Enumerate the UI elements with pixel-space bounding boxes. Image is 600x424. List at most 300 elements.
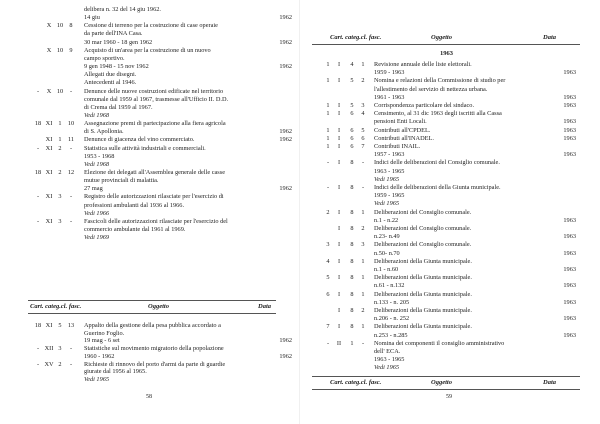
table-row bbox=[0, 202, 300, 210]
fasc-cell: - bbox=[69, 87, 73, 95]
cl-cell: 2 bbox=[58, 360, 62, 368]
oggetto-cell: Allegati due disegni. bbox=[84, 71, 137, 79]
table-row bbox=[0, 177, 300, 185]
cart-cell: - bbox=[36, 345, 40, 353]
right-bottom-rule-top bbox=[312, 376, 580, 377]
cl-cell: 8 bbox=[350, 274, 354, 282]
table-row bbox=[300, 127, 600, 135]
oggetto-cell: Guerino Foglio. bbox=[84, 329, 125, 337]
table-row bbox=[300, 332, 600, 340]
fasc-cell: 10 bbox=[67, 120, 75, 128]
table-row bbox=[300, 291, 600, 299]
data-cell: 1963 bbox=[563, 298, 576, 306]
table-row bbox=[300, 340, 600, 348]
header-cl: cl. bbox=[60, 303, 68, 310]
oggetto-cell: 14 giu bbox=[84, 14, 100, 22]
table-row bbox=[0, 6, 300, 14]
cart-cell: 18 bbox=[34, 169, 42, 176]
table-row bbox=[300, 282, 600, 290]
cl-cell: 6 bbox=[350, 126, 354, 134]
left-header-data: Data bbox=[258, 303, 271, 310]
data-cell: 1962 bbox=[279, 63, 292, 71]
oggetto-cell: Vedi 1966 bbox=[84, 209, 110, 217]
cart-cell: 1 bbox=[326, 102, 330, 109]
categ-cell: X bbox=[46, 22, 52, 30]
data-cell: 1963 bbox=[563, 151, 576, 159]
cl-cell: 8 bbox=[350, 323, 354, 331]
oggetto-cell: Deliberazioni della Giunta municipale. bbox=[374, 290, 472, 298]
fasc-cell: 1 bbox=[361, 257, 365, 265]
table-row bbox=[300, 184, 600, 192]
categ-cell: X bbox=[46, 46, 52, 54]
right-footer-data: Data bbox=[543, 379, 556, 386]
oggetto-cell: n.133 - n. 205 bbox=[374, 298, 410, 306]
cart-cell: 4 bbox=[326, 257, 330, 265]
right-footer-cols bbox=[330, 378, 381, 388]
header-cart: Cart. bbox=[30, 303, 44, 310]
right-page-number: 59 bbox=[446, 394, 452, 400]
cl-cell: 8 bbox=[350, 159, 354, 167]
cart-cell: 1 bbox=[326, 126, 330, 134]
table-row bbox=[0, 234, 300, 242]
cart-cell: 5 bbox=[326, 274, 330, 282]
oggetto-cell: Deliberazioni della Giunta municipale. bbox=[374, 274, 472, 282]
data-cell: 1963 bbox=[563, 93, 576, 101]
table-row bbox=[0, 14, 300, 22]
data-cell: 1962 bbox=[279, 185, 292, 193]
oggetto-cell: pensioni Enti Locali. bbox=[374, 118, 427, 126]
oggetto-cell: giurate dal 1956 al 1965. bbox=[84, 368, 147, 376]
fasc-cell: 1 bbox=[361, 208, 365, 216]
table-row bbox=[300, 135, 600, 143]
categ-cell: I bbox=[337, 77, 341, 85]
cl-cell: 1 bbox=[58, 120, 62, 128]
categ-cell: I bbox=[337, 274, 341, 282]
table-row bbox=[0, 39, 300, 47]
header-categ: categ. bbox=[345, 379, 361, 386]
table-row bbox=[300, 118, 600, 126]
fasc-cell: - bbox=[361, 159, 365, 167]
data-cell: 1963 bbox=[563, 134, 576, 142]
cart-cell: 2 bbox=[326, 208, 330, 216]
oggetto-cell: delibera n. 32 del 14 giu 1962. bbox=[84, 6, 161, 13]
oggetto-cell: Vedi 1965 bbox=[374, 200, 400, 208]
cl-cell: 6 bbox=[350, 134, 354, 142]
oggetto-cell: Nomina e relazioni della Commissione di studio per bbox=[374, 77, 506, 85]
oggetto-cell: Fascicoli delle autorizzazioni rilasciate per l'esercizio del bbox=[84, 217, 228, 225]
table-row bbox=[300, 159, 600, 167]
table-row bbox=[300, 266, 600, 274]
data-cell: 1962 bbox=[279, 38, 292, 46]
table-row bbox=[0, 153, 300, 161]
cl-cell: 3 bbox=[58, 217, 62, 225]
table-row bbox=[300, 364, 600, 372]
cl-cell: 8 bbox=[350, 257, 354, 265]
table-row bbox=[0, 376, 300, 384]
table-row bbox=[300, 143, 600, 151]
cart-cell: 18 bbox=[34, 322, 42, 329]
cart-cell: - bbox=[36, 193, 40, 201]
oggetto-cell: 9 gen 1948 - 15 nov 1962 bbox=[84, 63, 149, 71]
categ-cell: XI bbox=[45, 322, 53, 329]
cart-cell: - bbox=[36, 144, 40, 152]
table-row bbox=[300, 69, 600, 77]
oggetto-cell: Acquisto di un'area per la costruzione di un nuovo bbox=[84, 46, 211, 54]
data-cell: 1963 bbox=[563, 331, 576, 339]
oggetto-cell: l'allestimento del servizio di nettezza urbana. bbox=[374, 85, 488, 93]
categ-cell: I bbox=[337, 208, 341, 216]
oggetto-cell: 1960 - 1962 bbox=[84, 352, 115, 360]
cl-cell: 5 bbox=[58, 322, 62, 329]
oggetto-cell: 1957 - 1963 bbox=[374, 151, 405, 159]
fasc-cell: - bbox=[69, 345, 73, 353]
categ-cell: XV bbox=[44, 360, 54, 368]
data-cell: 1962 bbox=[279, 14, 292, 22]
oggetto-cell: Revisione annuale delle liste elettorali. bbox=[374, 61, 472, 68]
cl-cell: 8 bbox=[350, 290, 354, 298]
data-cell: 1963 bbox=[563, 315, 576, 323]
oggetto-cell: Registro delle autorizzazioni rilasciate per l'esercizio di bbox=[84, 193, 224, 201]
header-cl: cl. bbox=[360, 34, 368, 41]
right-page bbox=[300, 0, 600, 424]
fasc-cell: 12 bbox=[67, 169, 75, 176]
right-header-rule bbox=[312, 44, 580, 45]
table-row bbox=[300, 307, 600, 315]
table-row bbox=[0, 226, 300, 234]
oggetto-cell: da parte dell'INA Casa. bbox=[84, 30, 143, 38]
oggetto-cell: Denunce delle nuove costruzioni edificate nel territorio bbox=[84, 87, 224, 95]
categ-cell: I bbox=[337, 323, 341, 331]
categ-cell: I bbox=[337, 184, 341, 191]
oggetto-cell: Deliberazioni della Giunta municipale. bbox=[374, 257, 472, 265]
table-row bbox=[0, 161, 300, 169]
fasc-cell: - bbox=[69, 144, 73, 152]
cart-cell: 1 bbox=[326, 143, 330, 150]
table-row bbox=[0, 128, 300, 136]
fasc-cell: 13 bbox=[67, 322, 75, 329]
cl-cell: 8 bbox=[350, 184, 354, 191]
oggetto-cell: Denunce di giacenza del vino commerciato. bbox=[84, 136, 195, 144]
right-header-cols bbox=[330, 33, 381, 43]
oggetto-cell: 1959 - 1965 bbox=[374, 192, 405, 200]
table-row bbox=[300, 110, 600, 118]
cl-cell: 2 bbox=[58, 169, 62, 176]
oggetto-cell: Corrispondenza particolare del sindaco. bbox=[374, 102, 475, 109]
data-cell: 1963 bbox=[563, 266, 576, 273]
table-row bbox=[300, 209, 600, 217]
data-cell: 1963 bbox=[563, 282, 576, 290]
cl-cell: 10 bbox=[56, 46, 64, 54]
oggetto-cell: Cessione di terreno per la costruzione di case operaie bbox=[84, 22, 218, 30]
data-cell: 1963 bbox=[563, 102, 576, 109]
right-header-oggetto: Oggetto bbox=[431, 34, 452, 41]
cl-cell: 5 bbox=[350, 102, 354, 109]
oggetto-cell: mutue provinciali di malattia. bbox=[84, 177, 159, 185]
categ-cell: I bbox=[337, 307, 341, 314]
oggetto-cell: campo sportivo. bbox=[84, 54, 125, 62]
header-cl: cl. bbox=[360, 379, 368, 386]
oggetto-cell: n.50- n.70 bbox=[374, 249, 400, 257]
categ-cell: XI bbox=[45, 193, 53, 201]
oggetto-cell: Deliberazioni del Consiglio comunale. bbox=[374, 225, 472, 232]
oggetto-cell: Nomina dei componenti il consiglio amministrativo bbox=[374, 339, 505, 347]
categ-cell: II bbox=[336, 339, 342, 347]
categ-cell: I bbox=[337, 159, 341, 167]
table-row bbox=[0, 30, 300, 38]
fasc-cell: 8 bbox=[69, 22, 73, 30]
cl-cell: 4 bbox=[350, 61, 354, 68]
cl-cell: 6 bbox=[350, 143, 354, 150]
fasc-cell: 9 bbox=[69, 46, 73, 54]
oggetto-cell: 27 mag bbox=[84, 185, 103, 193]
cl-cell: 1 bbox=[58, 136, 62, 144]
oggetto-cell: commercio ambulante dal 1961 al 1969. bbox=[84, 226, 186, 234]
data-cell: 1963 bbox=[563, 233, 576, 241]
cl-cell: 5 bbox=[350, 77, 354, 85]
table-row bbox=[0, 185, 300, 193]
categ-cell: XI bbox=[45, 217, 53, 225]
table-row bbox=[300, 299, 600, 307]
categ-cell: I bbox=[337, 126, 341, 134]
table-row bbox=[300, 151, 600, 159]
categ-cell: XII bbox=[44, 345, 54, 353]
oggetto-cell: Appalto della gestione della pesa pubblica accordato a bbox=[84, 322, 221, 329]
right-footer-oggetto: Oggetto bbox=[431, 379, 452, 386]
cart-cell: - bbox=[36, 87, 40, 95]
table-row bbox=[300, 250, 600, 258]
cl-cell: 3 bbox=[58, 193, 62, 201]
cart-cell: 18 bbox=[34, 120, 42, 128]
cl-cell: 1 bbox=[350, 339, 354, 347]
categ-cell: I bbox=[337, 257, 341, 265]
oggetto-cell: Deliberazioni della Giunta municipale. bbox=[374, 307, 472, 314]
fasc-cell: 7 bbox=[361, 143, 365, 150]
fasc-cell: 1 bbox=[361, 323, 365, 331]
oggetto-cell: n.253 - n.285 bbox=[374, 331, 408, 339]
table-row bbox=[300, 217, 600, 225]
table-row bbox=[300, 192, 600, 200]
oggetto-cell: n.1 - n.22 bbox=[374, 216, 399, 224]
oggetto-cell: Richieste di rinnovo del porto d'armi da parte di guardie bbox=[84, 360, 226, 368]
table-row bbox=[0, 218, 300, 226]
cl-cell: 6 bbox=[350, 110, 354, 118]
categ-cell: I bbox=[337, 225, 341, 232]
right-bottom-rule bbox=[312, 389, 580, 390]
cl-cell: 8 bbox=[350, 208, 354, 216]
cl-cell: 10 bbox=[56, 22, 64, 30]
data-cell: 1963 bbox=[563, 69, 576, 77]
table-row bbox=[300, 176, 600, 184]
right-header-data: Data bbox=[543, 34, 556, 41]
year-heading: 1963 bbox=[440, 50, 453, 57]
left-header-rule-top bbox=[28, 300, 276, 301]
cart-cell: 1 bbox=[326, 61, 330, 68]
fasc-cell: 3 bbox=[361, 102, 365, 109]
oggetto-cell: 1961 - 1963 bbox=[374, 93, 405, 101]
table-row bbox=[300, 102, 600, 110]
table-row bbox=[0, 112, 300, 120]
oggetto-cell: Contributi INAIL. bbox=[374, 143, 421, 150]
categ-cell: I bbox=[337, 143, 341, 150]
table-row bbox=[0, 193, 300, 201]
oggetto-cell: Indici delle deliberazioni della Giunta municipale. bbox=[374, 184, 501, 191]
table-row bbox=[0, 210, 300, 218]
cart-cell: - bbox=[36, 360, 40, 368]
oggetto-cell: n.61 - n.132 bbox=[374, 282, 405, 290]
data-cell: 1962 bbox=[279, 136, 292, 144]
oggetto-cell: 1953 - 1968 bbox=[84, 152, 115, 160]
table-row bbox=[0, 145, 300, 153]
fasc-cell: 2 bbox=[361, 307, 365, 314]
table-row bbox=[0, 136, 300, 144]
fasc-cell: 1 bbox=[361, 274, 365, 282]
oggetto-cell: di Crema dal 1959 al 1967. bbox=[84, 103, 153, 111]
categ-cell: X bbox=[46, 87, 52, 95]
fasc-cell: - bbox=[69, 360, 73, 368]
data-cell: 1962 bbox=[279, 352, 292, 360]
table-row bbox=[0, 88, 300, 96]
table-row bbox=[300, 86, 600, 94]
oggetto-cell: Censimento, al 31 dic 1963 degli iscritti alla Cassa bbox=[374, 110, 502, 118]
fasc-cell: - bbox=[361, 339, 365, 347]
fasc-cell: - bbox=[69, 193, 73, 201]
oggetto-cell: Vedi 1969 bbox=[84, 234, 110, 242]
cart-cell: - bbox=[36, 217, 40, 225]
oggetto-cell: Deliberazioni del Consiglio comunale. bbox=[374, 241, 472, 249]
oggetto-cell: Indici delle deliberazioni del Consiglio comunale. bbox=[374, 159, 500, 167]
cl-cell: 8 bbox=[350, 307, 354, 314]
table-row bbox=[300, 241, 600, 249]
oggetto-cell: 1963 - 1965 bbox=[374, 356, 405, 364]
table-row bbox=[300, 61, 600, 69]
categ-cell: I bbox=[337, 102, 341, 109]
table-row bbox=[300, 225, 600, 233]
cl-cell: 3 bbox=[58, 345, 62, 353]
data-cell: 1962 bbox=[279, 128, 292, 136]
table-row bbox=[0, 104, 300, 112]
oggetto-cell: Statistiche sul movimento migratorio della popolazione bbox=[84, 345, 224, 353]
header-fasc: fasc. bbox=[368, 34, 382, 41]
fasc-cell: 3 bbox=[361, 241, 365, 249]
cart-cell: 1 bbox=[326, 134, 330, 142]
table-row bbox=[0, 55, 300, 63]
categ-cell: I bbox=[337, 134, 341, 142]
fasc-cell: 1 bbox=[361, 61, 365, 68]
oggetto-cell: Deliberazioni della Giunta municipale. bbox=[374, 323, 472, 331]
table-row bbox=[300, 348, 600, 356]
table-row bbox=[0, 79, 300, 87]
oggetto-cell: Antecedenti al 1946. bbox=[84, 79, 137, 87]
categ-cell: I bbox=[337, 241, 341, 249]
table-row bbox=[300, 258, 600, 266]
fasc-cell: 11 bbox=[67, 136, 75, 144]
table-row bbox=[300, 77, 600, 85]
table-row bbox=[300, 274, 600, 282]
fasc-cell: - bbox=[361, 184, 365, 191]
oggetto-cell: di S. Apollonia. bbox=[84, 128, 124, 136]
categ-cell: XI bbox=[45, 144, 53, 152]
categ-cell: I bbox=[337, 290, 341, 298]
table-row bbox=[300, 323, 600, 331]
cart-cell: 6 bbox=[326, 290, 330, 298]
table-row bbox=[300, 315, 600, 323]
oggetto-cell: n.206 - n. 252 bbox=[374, 315, 410, 323]
oggetto-cell: 1959 - 1963 bbox=[374, 69, 405, 77]
table-row bbox=[0, 63, 300, 71]
header-categ: categ. bbox=[45, 303, 61, 310]
fasc-cell: 2 bbox=[361, 225, 365, 232]
cart-cell: 3 bbox=[326, 241, 330, 249]
oggetto-cell: Vedi 1965 bbox=[84, 375, 110, 383]
oggetto-cell: n.23- n.49 bbox=[374, 233, 400, 241]
fasc-cell: 4 bbox=[361, 110, 365, 118]
data-cell: 1963 bbox=[563, 118, 576, 126]
data-cell: 1962 bbox=[279, 337, 292, 345]
categ-cell: XI bbox=[45, 136, 53, 144]
cart-cell: 1 bbox=[326, 110, 330, 118]
data-cell: 1963 bbox=[563, 249, 576, 257]
left-header-oggetto: Oggetto bbox=[148, 303, 169, 310]
fasc-cell: 2 bbox=[361, 77, 365, 85]
cart-cell: - bbox=[326, 184, 330, 191]
header-cart: Cart. bbox=[330, 34, 344, 41]
fasc-cell: 5 bbox=[361, 126, 365, 134]
categ-cell: I bbox=[337, 61, 341, 68]
oggetto-cell: comunale dal 1959 al 1967, trasmesse all'Ufficio II. D.D. bbox=[84, 95, 229, 103]
table-row bbox=[0, 47, 300, 55]
table-row bbox=[300, 200, 600, 208]
table-row bbox=[300, 94, 600, 102]
oggetto-cell: Vedi 1965 bbox=[374, 364, 400, 372]
categ-cell: XI bbox=[45, 120, 53, 128]
fasc-cell: 1 bbox=[361, 290, 365, 298]
oggetto-cell: Contributi all'CPDEL. bbox=[374, 126, 431, 134]
header-categ: categ. bbox=[345, 34, 361, 41]
header-fasc: fasc. bbox=[68, 303, 82, 310]
data-cell: 1963 bbox=[563, 126, 576, 134]
table-row bbox=[0, 22, 300, 30]
cart-cell: - bbox=[326, 159, 330, 167]
oggetto-cell: 19 mag - 6 set bbox=[84, 337, 120, 345]
cart-cell: 1 bbox=[326, 77, 330, 85]
fasc-cell: 6 bbox=[361, 134, 365, 142]
oggetto-cell: Statistica sulle attività industriali e commerciali. bbox=[84, 144, 206, 152]
oggetto-cell: n.1 - n.60 bbox=[374, 266, 399, 273]
table-row bbox=[300, 356, 600, 364]
table-row bbox=[0, 169, 300, 177]
categ-cell: XI bbox=[45, 169, 53, 176]
cart-cell: 7 bbox=[326, 323, 330, 331]
oggetto-cell: Deliberazioni del Consiglio comunale. bbox=[374, 208, 472, 216]
oggetto-cell: Vedi 1968 bbox=[84, 160, 110, 168]
header-fasc: fasc. bbox=[368, 379, 382, 386]
oggetto-cell: Elezione dei delegati all'Assemblea generale delle casse bbox=[84, 169, 225, 176]
table-row bbox=[0, 71, 300, 79]
oggetto-cell: Assegnazione premi di partecipazione alla fiera agricola bbox=[84, 120, 226, 128]
oggetto-cell: 30 mar 1960 - 18 gen 1962 bbox=[84, 38, 153, 46]
table-row bbox=[0, 120, 300, 128]
oggetto-cell: professioni ambulanti dal 1936 al 1966. bbox=[84, 201, 185, 209]
left-header-cols bbox=[30, 302, 81, 312]
table-row bbox=[300, 168, 600, 176]
data-cell: 1963 bbox=[563, 216, 576, 224]
oggetto-cell: Contributi all'INADEL. bbox=[374, 134, 434, 142]
table-row bbox=[300, 233, 600, 241]
left-page-number: 58 bbox=[146, 394, 152, 400]
left-header-rule-bottom bbox=[28, 313, 276, 314]
oggetto-cell: Vedi 1965 bbox=[374, 175, 400, 183]
table-row bbox=[0, 96, 300, 104]
